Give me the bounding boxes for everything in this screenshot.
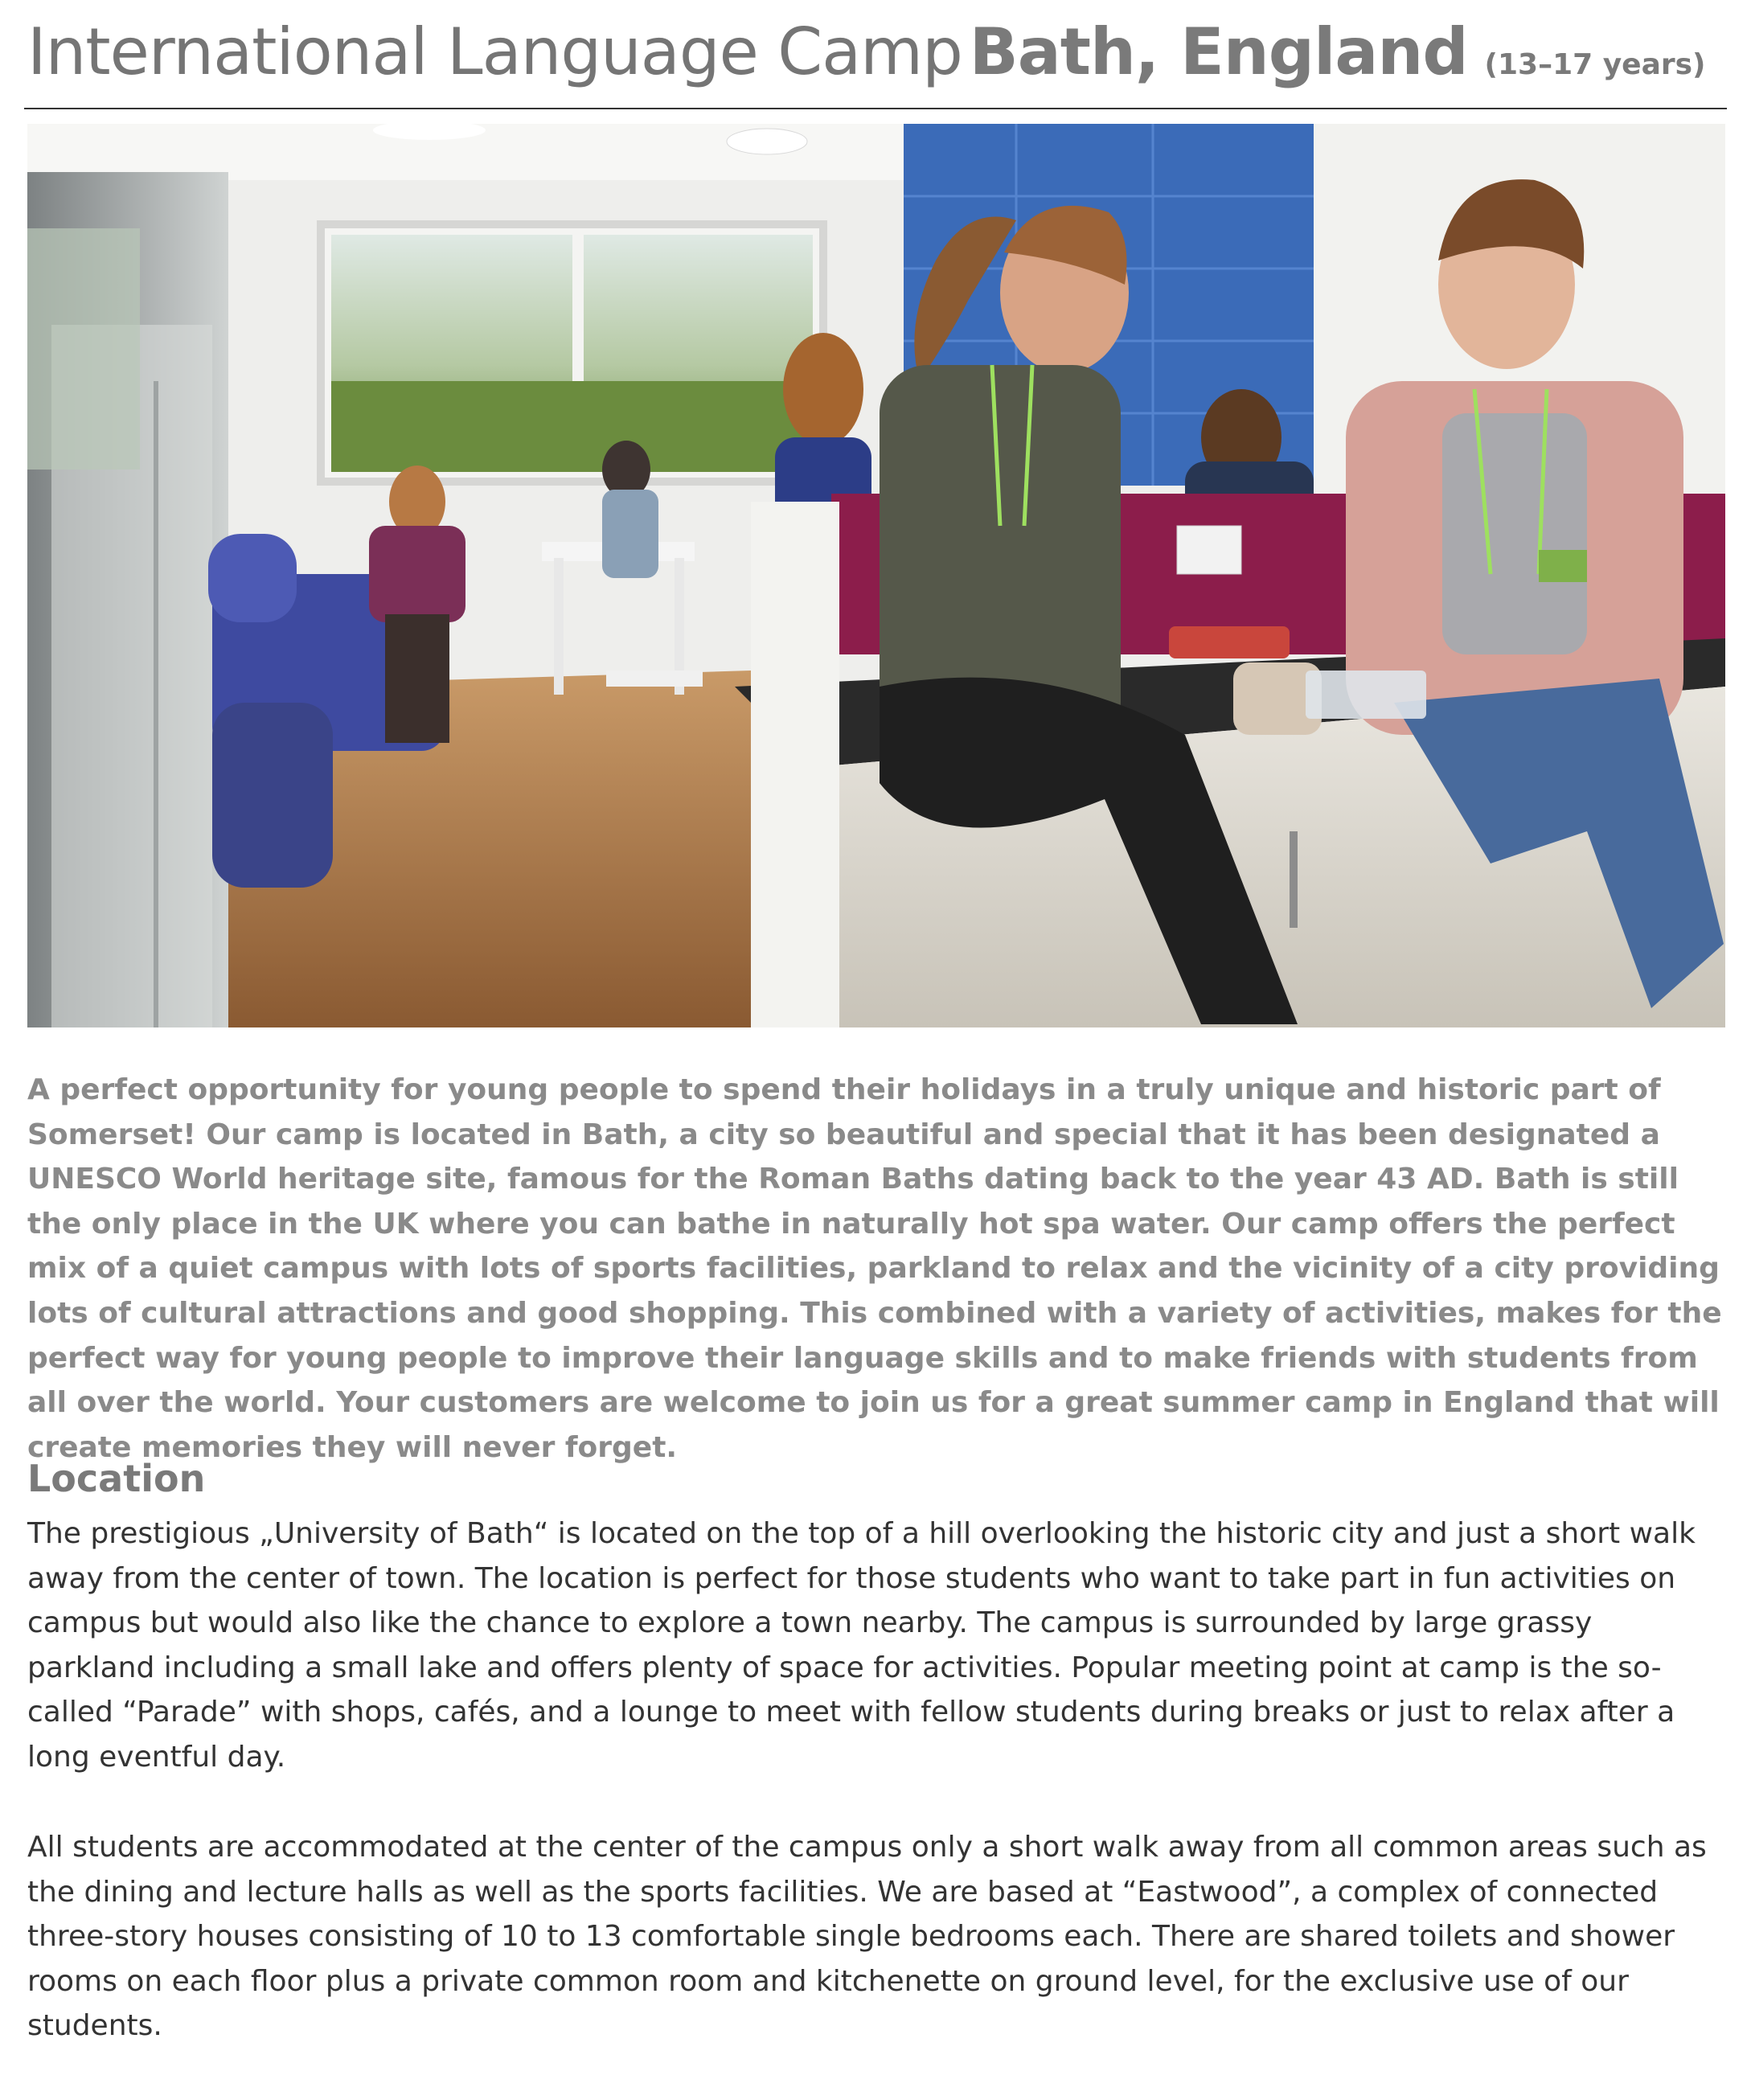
title-prefix: International Language Camp xyxy=(27,14,962,89)
location-paragraph-2: All students are accommodated at the center of the campus only a short walk away from all common areas such as the dining and lecture halls as well as the sports facilities. We are based at “Eastwood”, a complex of connected three-story houses consisting of 10 to 13 comfortable single bedrooms each. There are shared toilets and shower rooms on each floor plus a private common room and kitchenette on ground level, for the exclusive use of our students. xyxy=(27,1831,1707,2043)
location-paragraph-1: The prestigious „University of Bath“ is located on the top of a hill overlooking the historic city and just a short walk away from the center of town. The location is perfect for those students who want to take part in fun activities on campus but would also like the chance to explore a town nearby. The campus is surrounded by large grassy parkland including a small lake and offers plenty of space for activities. Popular meeting point at camp is the so-called “Parade” with shops, cafés, and a lounge to meet with fellow students during breaks or just to relax after a long eventful day. xyxy=(27,1517,1696,1774)
title-location: Bath, England xyxy=(969,14,1468,89)
intro-paragraph: A perfect opportunity for young people to spend their holidays in a truly unique and historic part of Somerset! Our camp is located in Bath, a city so beautiful and special that it has been designated a UNESCO World heritage site, famous for the Roman Baths dating back to the year 43 AD. Bath is still the only place in the UK where you can bathe in naturally hot spa water. Our camp offers the perfect mix of a quiet campus with lots of sports facilities, parkland to relax and the vicinity of a city providing lots of cultural attractions and good shopping. This combined with a variety of activities, makes for the perfect way for young people to improve their language skills and to make friends with students from all over the world. Your customers are welcome to join us for a great summer camp in England that will create memories they will never forget. xyxy=(27,1073,1722,1464)
location-heading: Location xyxy=(27,1457,206,1500)
title-divider xyxy=(24,108,1727,109)
age-range: (13–17 years) xyxy=(1484,48,1706,81)
page-title xyxy=(27,14,1725,105)
camp-photo xyxy=(27,124,1725,1027)
